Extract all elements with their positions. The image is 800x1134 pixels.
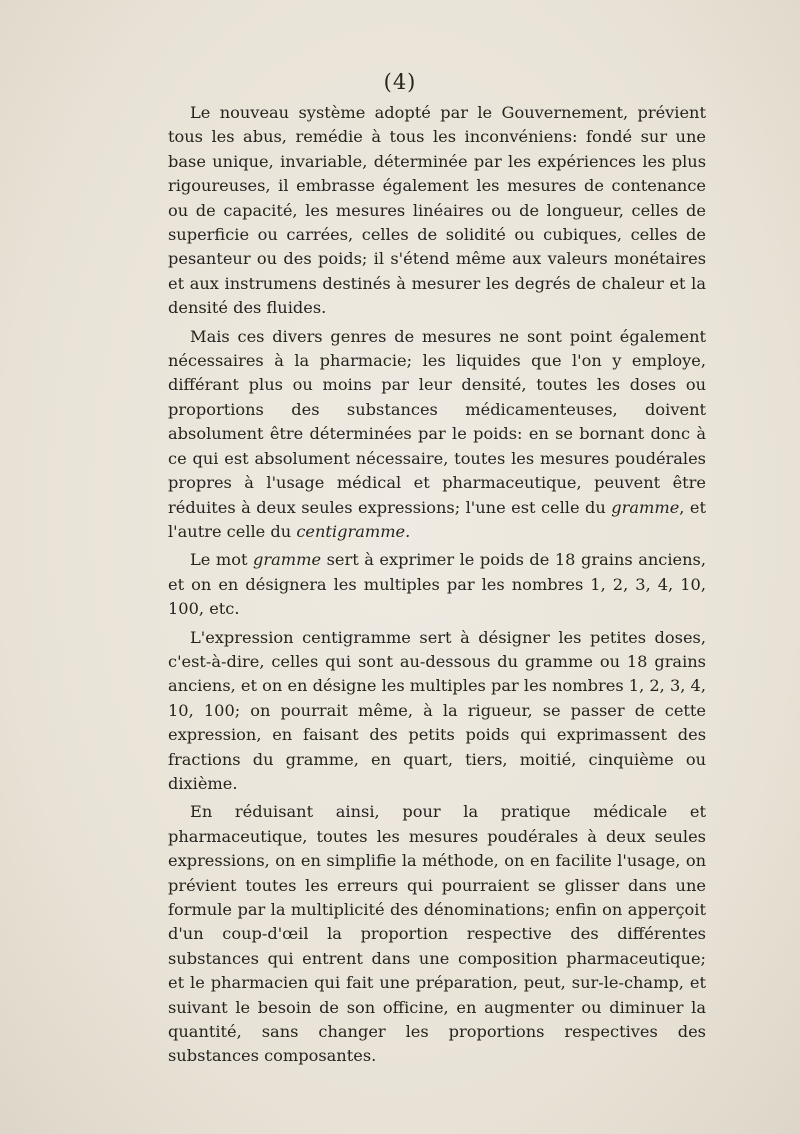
italic-term: centigramme. [296,521,411,541]
text-run: Le mot [190,550,254,570]
text-run: Le nouveau système adopté par le Gouvernement, prévient tous les abus, remédie à tous les inconvéniens: fondé sur une base unique, invariable, déterminée par les expériences les plus rigoureuses, il embrasse également les mesures de contenance ou de capacité, les mesures linéaires ou de longueur, celles de superficie ou carrées, celles de solidité ou cubiques, celles de pesanteur ou des poids; il s'étend même aux valeurs monétaires et aux instrumens destinés à mesurer les degrés de chaleur et la densité des fluides. [168,103,706,318]
text-run: sert à exprimer le poids de 18 grains anciens, et on en désignera les multiples par les nombres 1, 2, 3, 4, 10, 100, etc. [168,550,706,619]
paragraph [168,101,706,321]
text-run: , et l'autre celle du [168,497,706,541]
paragraph [168,548,706,621]
italic-term: gramme [253,550,322,570]
body-text [168,101,706,1069]
paragraph [168,800,706,1068]
paragraph [168,325,706,545]
text-run: L'expression centigramme sert à désigner les petites doses, c'est-à-dire, celles qui sont au-dessous du gramme ou 18 grains anciens, et on en désigne les multiples par les nombres 1, 2, 3, 4, 10, 100; on pourrait même, à la rigueur, se passer de cette expression, en faisant des petits poids qui exprimassent des fractions du gramme, en quart, tiers, moitié, cinquième ou dixième. [168,627,706,793]
paragraph [168,626,706,797]
italic-term: gramme [611,497,680,517]
text-run: En réduisant ainsi, pour la pratique médicale et pharmaceutique, toutes les mesures poudérales à deux seules expressions, on en simplifie la méthode, on en facilite l'usage, on prévient toutes les erreurs qui pourraient se glisser dans une formule par la multiplicité des dénominations; enfin on apperçoit d'un coup-d'œil la proportion respective des différentes substances qui entrent dans une composition pharmaceutique; et le pharmacien qui fait une préparation, peut, sur-le-champ, et suivant le besoin de son officine, en augmenter ou diminuer la quantité, sans changer les proportions respectives des substances composantes. [168,802,706,1066]
text-run: Mais ces divers genres de mesures ne sont point également nécessaires à la pharmacie; les liquides que l'on y employe, différant plus ou moins par leur densité, toutes les doses ou proportions des substances médicamenteuses, doivent absolument être déterminées par le poids: en se bornant donc à ce qui est absolument nécessaire, toutes les mesures poudérales propres à l'usage médical et pharmaceutique, peuvent être réduites à deux seules expressions; l'une est celle du [168,326,706,517]
page-number: (4) [383,70,417,94]
